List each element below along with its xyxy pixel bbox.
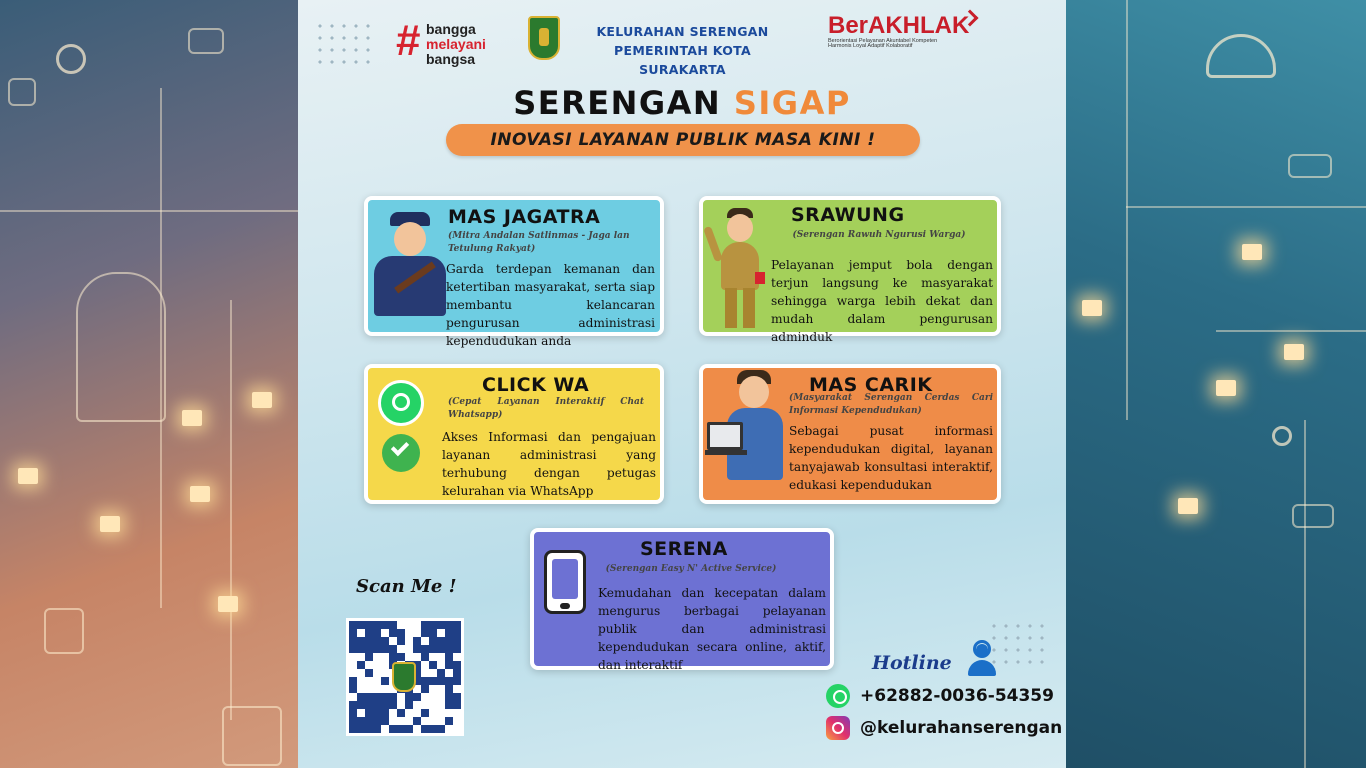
kelurahan-name: KELURAHAN SERENGAN [596, 24, 769, 39]
circuit-line [0, 210, 298, 212]
page-subtitle: INOVASI LAYANAN PUBLIK MASA KINI ! [446, 124, 920, 156]
circuit-line [1216, 330, 1366, 332]
dot-pattern [314, 20, 374, 70]
play-icon [222, 706, 282, 766]
file-icon [44, 608, 84, 654]
officer-waving-icon [709, 208, 769, 332]
title-part1: SERENGAN [513, 84, 722, 122]
berakhlak-title: BerAKHLAK [828, 12, 970, 39]
qr-center-crest [392, 662, 416, 692]
phone-number[interactable]: +62882-0036-54359 [860, 686, 1054, 706]
bangga-melayani-bangsa-logo: # bangga melayani bangsa [396, 16, 486, 67]
pemerintah-name: PEMERINTAH KOTA SURAKARTA [614, 43, 751, 77]
glow-decor [1242, 244, 1262, 260]
card-title: MAS CARIK [809, 374, 933, 396]
card-title: CLICK WA [482, 374, 590, 396]
officer-laptop-icon [707, 370, 789, 504]
poster-center [298, 0, 1066, 768]
card-description: Sebagai pusat informasi kependudukan digital, layanan tanyajawab konsultasi interaktif, edukasi kependudukan [789, 424, 993, 492]
security-officer-icon [372, 212, 448, 332]
page-title [298, 84, 1066, 122]
glow-decor [1082, 300, 1102, 316]
card-subtitle: (Serengan Rawuh Ngurusi Warga) [792, 230, 966, 240]
card-title: SERENA [640, 538, 728, 560]
scan-me-label: Scan Me ! [356, 576, 457, 597]
whatsapp-icon [826, 684, 850, 708]
circuit-line [160, 88, 162, 608]
glow-decor [100, 516, 120, 532]
card-subtitle: (Masyarakat Serengan Cerdas Cari Informasi Kependudukan) [789, 393, 993, 416]
glow-decor [190, 486, 210, 502]
title-part2: SIGAP [733, 84, 851, 122]
card-description: Pelayanan jemput bola dengan terjun langsung ke masyarakat sehingga warga lebih dekat dan mudah dalam pengurusan adminduk [771, 258, 993, 344]
circuit-line [1304, 420, 1306, 768]
glow-decor [1216, 380, 1236, 396]
glow-decor [182, 410, 202, 426]
battery-icon [1292, 504, 1334, 528]
checkmark-icon [382, 434, 420, 472]
left-decor-panel [0, 0, 298, 768]
hotline-label: Hotline [872, 652, 952, 674]
glow-decor [252, 392, 272, 408]
card-click-wa [364, 364, 664, 504]
instagram-icon [826, 716, 850, 740]
toggle-icon [1288, 154, 1332, 178]
card-subtitle: (Mitra Andalan Satlinmas - Jaga lan Tetulung Rakyat) [448, 231, 630, 254]
card-title: SRAWUNG [791, 204, 905, 226]
circuit-line [1126, 0, 1128, 420]
surakarta-crest-logo [528, 16, 560, 60]
card-srawung [699, 196, 1001, 344]
instagram-contact[interactable] [826, 716, 1062, 740]
whatsapp-icon [378, 380, 424, 426]
card-mas-jagatra [364, 196, 664, 348]
berakhlak-sub: Berorientasi Pelayanan Akuntabel Kompeten [828, 38, 938, 44]
chat-icon [188, 28, 224, 54]
logo-word: bangsa [426, 51, 476, 67]
phone-outline-decor [76, 272, 166, 422]
card-serena [530, 528, 834, 670]
headset-support-icon [966, 640, 998, 676]
berakhlak-logo [828, 12, 978, 70]
card-description: Akses Informasi dan pengajuan layanan administrasi yang terhubung dengan petugas kelurahan via WhatsApp [442, 430, 656, 498]
glow-decor [1284, 344, 1304, 360]
instagram-handle[interactable]: @kelurahanserengan [860, 718, 1063, 738]
glow-decor [1178, 498, 1198, 514]
right-decor-panel [1066, 0, 1366, 768]
glow-decor [18, 468, 38, 484]
glow-decor [218, 596, 238, 612]
lock-decor [1206, 34, 1276, 78]
circle-decor [1272, 426, 1292, 446]
card-title: MAS JAGATRA [448, 206, 601, 228]
kelurahan-heading [570, 22, 795, 79]
tile-decor [8, 78, 36, 106]
circuit-line [1126, 206, 1366, 208]
logo-word: melayani [426, 36, 486, 52]
card-subtitle: (Cepat Layanan Interaktif Chat Whatsapp) [448, 397, 644, 420]
card-description: Kemudahan dan kecepatan dalam mengurus berbagai pelayanan publik dan administrasi kependudukan secara online, aktif, dan interaktif [598, 586, 826, 672]
whatsapp-contact[interactable] [826, 684, 1054, 708]
card-description: Garda terdepan kemanan dan ketertiban masyarakat, serta siap membantu kelancaran pengurusan administrasi kependudukan anda [446, 262, 655, 348]
berakhlak-sub: Harmonis Loyal Adaptif Kolaboratif [828, 43, 913, 49]
logo-word: bangga [426, 21, 476, 37]
circuit-line [230, 300, 232, 720]
circle-decor [56, 44, 86, 74]
smartphone-icon [544, 550, 586, 614]
card-subtitle: (Serengan Easy N' Active Service) [605, 564, 777, 574]
card-mas-carik [699, 364, 1001, 504]
